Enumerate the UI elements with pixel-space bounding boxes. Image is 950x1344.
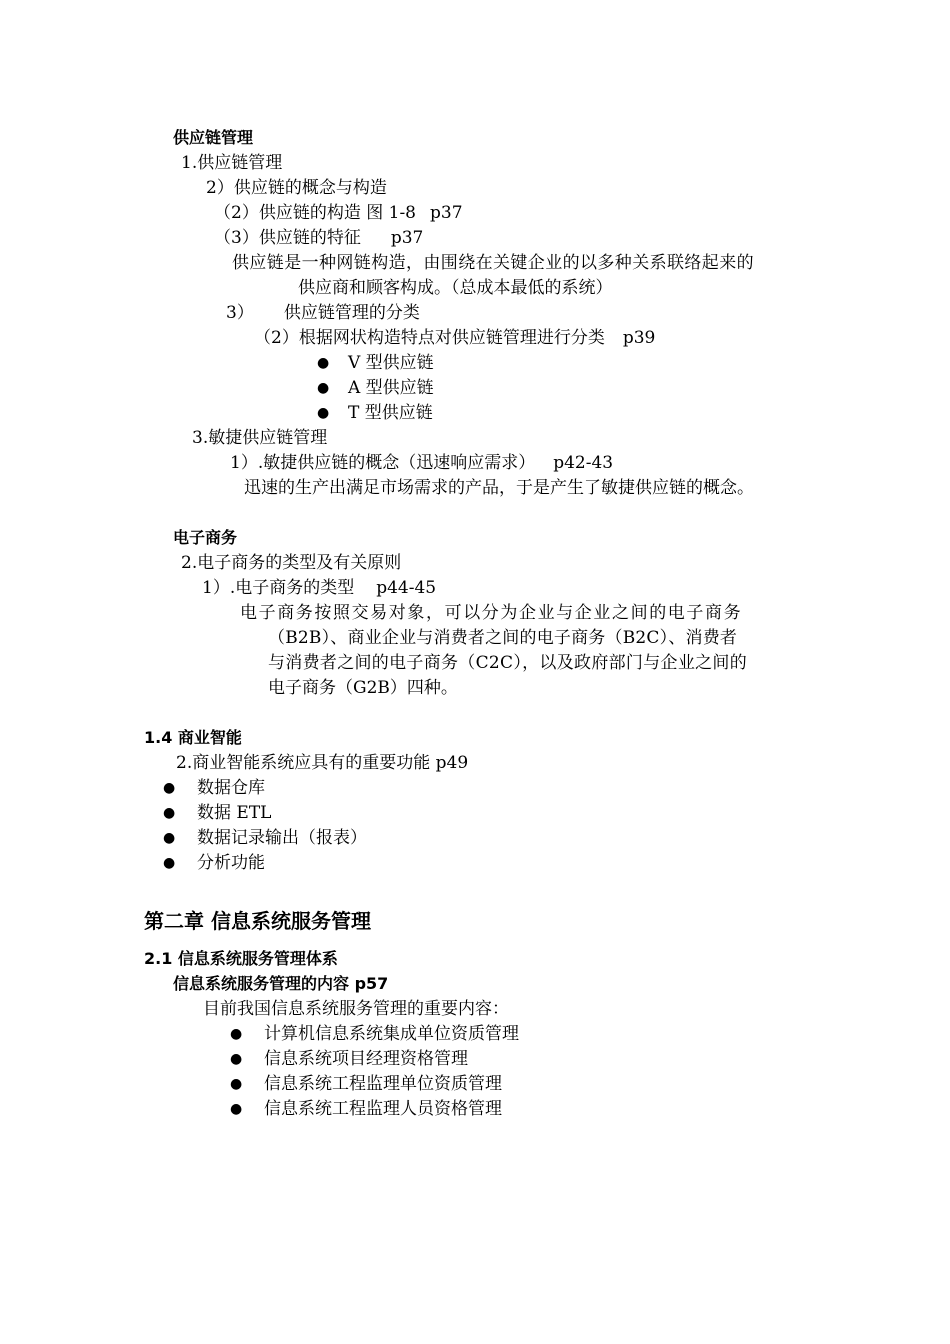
heading-text: 供应链管理的分类 [283, 303, 420, 323]
paragraph-line: 供应商和顾客构成。（总成本最低的系统） [298, 278, 613, 298]
page-ref: p37 [390, 228, 424, 248]
item-agile-concept [230, 451, 613, 475]
list-item: 计算机信息系统集成单位资质管理 [264, 1024, 519, 1044]
chapter-title: 第二章 信息系统服务管理 [144, 909, 371, 933]
bullet-icon: ● [163, 805, 176, 821]
item-structure [214, 201, 463, 225]
paragraph-line: 迅速的生产出满足市场需求的产品，于是产生了敏捷供应链的概念。 [244, 478, 754, 498]
list-item: 信息系统项目经理资格管理 [264, 1049, 468, 1069]
item-e-commerce-types [202, 576, 436, 600]
bullet-icon: ● [317, 380, 330, 396]
list-item: 信息系统工程监理单位资质管理 [264, 1074, 502, 1094]
paragraph-line: 电子商务按照交易对象，可以分为企业与企业之间的电子商务 [240, 603, 743, 623]
bullet-icon: ● [230, 1051, 243, 1067]
item-features-text: （3）供应链的特征 [214, 228, 361, 248]
bullet-icon: ● [230, 1076, 243, 1092]
paragraph-line: （B2B）、商业企业与消费者之间的电子商务（B2C）、消费者 [268, 628, 738, 648]
heading-classification [226, 301, 420, 325]
item-structure-text: （2）供应链的构造 图 1-8 [214, 203, 416, 223]
item-classification-text: （2）根据网状构造特点对供应链管理进行分类 [254, 328, 605, 348]
section-title-e-commerce: 电子商务 [173, 528, 238, 547]
bullet-icon: ● [163, 780, 176, 796]
item-e-commerce-types-text: 1）.电子商务的类型 [202, 578, 355, 598]
intro-line: 目前我国信息系统服务管理的重要内容： [203, 999, 509, 1019]
heading-supply-chain-management: 1.供应链管理 [181, 153, 283, 173]
item-agile-concept-text: 1）.敏捷供应链的概念（迅速响应需求） [230, 453, 536, 473]
subsection-title-content: 信息系统服务管理的内容 p57 [173, 974, 389, 993]
heading-concept-structure: 2）供应链的概念与构造 [206, 178, 387, 198]
page-ref: p37 [430, 203, 463, 223]
bullet-icon: ● [317, 355, 330, 371]
list-item: 分析功能 [197, 853, 265, 873]
item-classification [254, 326, 655, 350]
page-ref: p44-45 [376, 578, 437, 598]
heading-agile-supply-chain: 3.敏捷供应链管理 [192, 428, 328, 448]
heading-number: 3） [226, 303, 254, 323]
section-title-supply-chain: 供应链管理 [173, 128, 254, 147]
bullet-icon: ● [230, 1026, 243, 1042]
bullet-icon: ● [163, 855, 176, 871]
paragraph-line: 与消费者之间的电子商务（C2C），以及政府部门与企业之间的 [268, 653, 748, 673]
heading-e-commerce-types: 2.电子商务的类型及有关原则 [181, 553, 402, 573]
list-item: 数据仓库 [197, 778, 265, 798]
list-item: V 型供应链 [348, 353, 434, 373]
list-item: 信息系统工程监理人员资格管理 [264, 1099, 502, 1119]
section-title-business-intelligence: 1.4 商业智能 [144, 728, 242, 747]
page-ref: p39 [622, 328, 656, 348]
section-title-service-management: 2.1 信息系统服务管理体系 [144, 949, 338, 968]
bullet-icon: ● [163, 830, 176, 846]
bullet-icon: ● [230, 1101, 243, 1117]
list-item: T 型供应链 [348, 403, 433, 423]
list-item: 数据 ETL [197, 803, 272, 823]
item-features [214, 226, 423, 250]
heading-bi-functions: 2.商业智能系统应具有的重要功能 p49 [176, 753, 469, 773]
paragraph-line: 供应链是一种网链构造，由围绕在关键企业的以多种关系联络起来的 [232, 253, 754, 273]
list-item: 数据记录输出（报表） [197, 828, 367, 848]
paragraph-line: 电子商务（G2B）四种。 [268, 678, 458, 698]
list-item: A 型供应链 [348, 378, 434, 398]
page-ref: p42-43 [553, 453, 614, 473]
bullet-icon: ● [317, 405, 330, 421]
